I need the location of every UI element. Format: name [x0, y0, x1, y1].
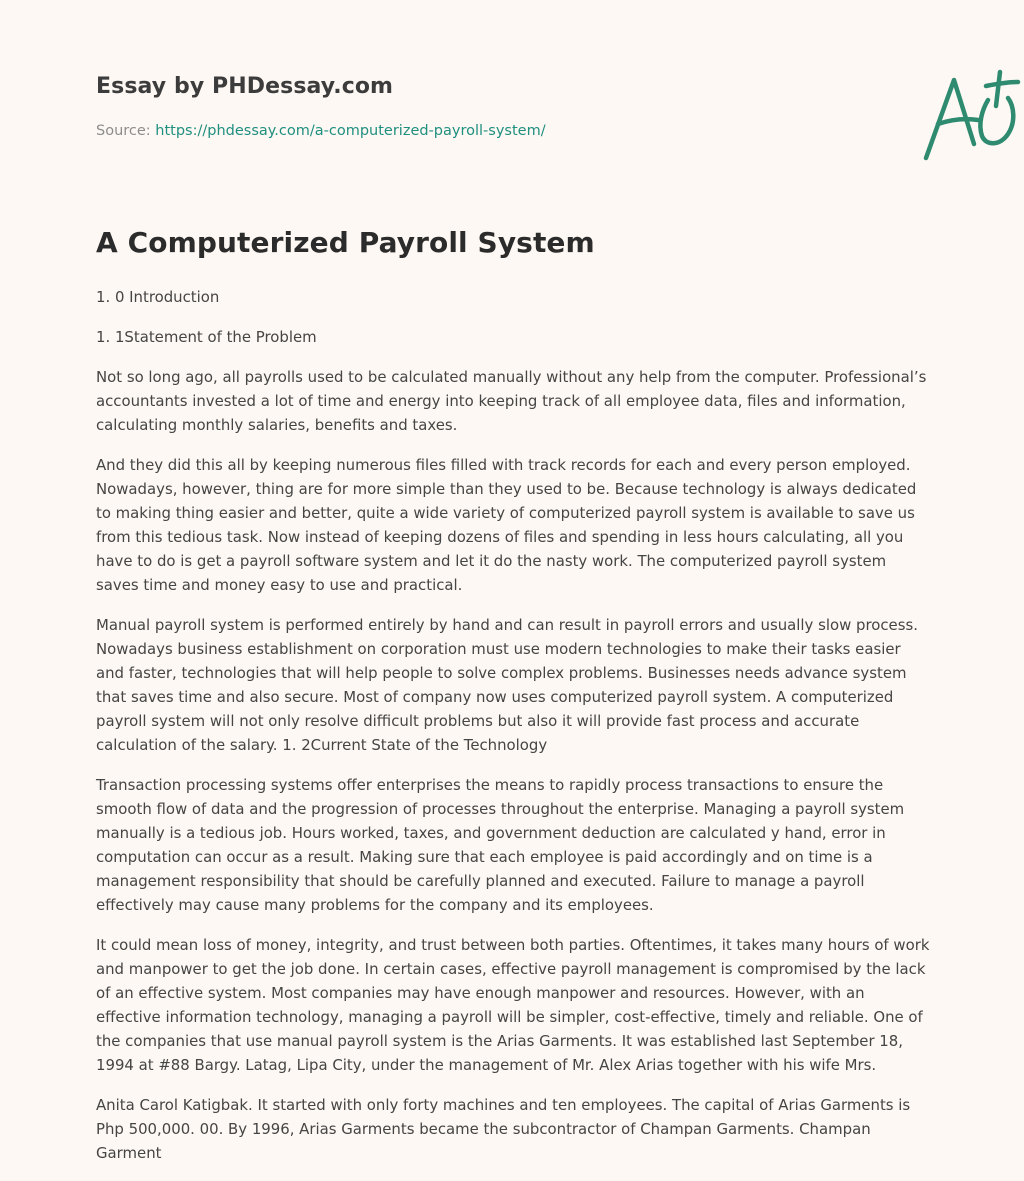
essay-paragraph: Not so long ago, all payrolls used to be calculated manually without any help from the computer. Professional’s accountants invested a lot of time and energy into keeping track of all employee data, files and information, calculating monthly salaries, benefits and taxes. [96, 368, 927, 434]
essay-body [96, 285, 932, 1181]
source-link[interactable]: https://phdessay.com/a-computerized-payroll-system/ [155, 123, 546, 139]
essay-paragraph: Manual payroll system is performed entirely by hand and can result in payroll errors and usually slow process. Nowadays business establishment on corporation must use modern technologies to make their tasks easier and faster, technologies that will help people to solve complex problems. Businesses needs advance system that saves time and also secure. Most of company now uses computerized payroll system. A computerized payroll system will not only resolve difficult problems but also it will provide fast process and accurate calculation of the salary. 1. 2Current State of the Technology [96, 616, 918, 754]
site-title: Essay by PHDessay.com [96, 74, 394, 99]
essay-title: A Computerized Payroll System [96, 226, 595, 259]
essay-paragraph: 1. 1Statement of the Problem [96, 328, 317, 346]
essay-paragraph: Transaction processing systems offer enterprises the means to rapidly process transactions to ensure the smooth flow of data and the progression of processes throughout the enterprise. Managing a payroll system manually is a tedious job. Hours worked, taxes, and government deduction are calculated y hand, error in computation can occur as a result. Making sure that each employee is paid accordingly and on time is a management responsibility that should be carefully planned and executed. Failure to manage a payroll effectively may cause many problems for the company and its employees. [96, 776, 905, 914]
a-plus-logo-icon [916, 66, 1024, 166]
essay-paragraph: It could mean loss of money, integrity, and trust between both parties. Oftentimes, it takes many hours of work and manpower to get the job done. In certain cases, effective payroll management is compromised by the lack of an effective system. Most companies may have enough manpower and resources. However, with an effective information technology, managing a payroll will be simpler, cost-effective, timely and reliable. One of the companies that use manual payroll system is the Arias Garments. It was established last September 18, 1994 at #88 Bargy. Latag, Lipa City, under the management of Mr. Alex Arias together with his wife Mrs. [96, 936, 930, 1074]
source-line [96, 123, 546, 139]
essay-paragraph: And they did this all by keeping numerous files filled with track records for each and every person employed. Nowadays, however, thing are for more simple than they used to be. Because technology is always dedicated to making thing easier and better, quite a wide variety of computerized payroll system is available to save us from this tedious task. Now instead of keeping dozens of files and spending in less hours calculating, all you have to do is get a payroll software system and let it do the nasty work. The computerized payroll system saves time and money easy to use and practical. [96, 456, 917, 594]
source-label: Source: [96, 123, 156, 139]
essay-paragraph: 1. 0 Introduction [96, 288, 220, 306]
essay-paragraph: Anita Carol Katigbak. It started with only forty machines and ten employees. The capital of Arias Garments is Php 500,000. 00. By 1996, Arias Garments became the subcontractor of Champan Garments. Champan Garment [96, 1096, 911, 1162]
